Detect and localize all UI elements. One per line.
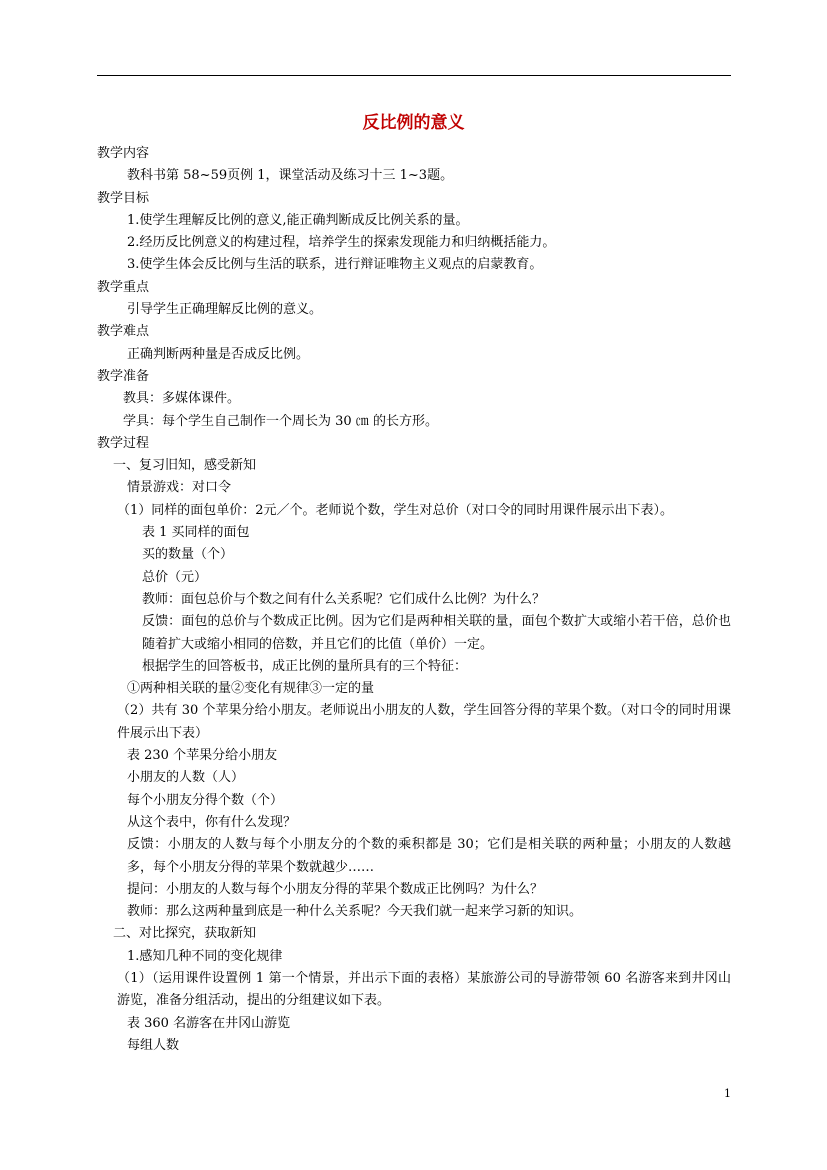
paragraph-line: 小朋友的人数（人） <box>127 770 245 786</box>
paragraph-line: 3.使学生体会反比例与生活的联系，进行辩证唯物主义观点的启蒙教育。 <box>127 257 543 273</box>
paragraph-line: 教学难点 <box>97 324 150 340</box>
paragraph-line: 从这个表中，你有什么发现？ <box>127 814 297 830</box>
paragraph-line: 学具：每个学生自己制作一个周长为 30 ㎝ 的长方形。 <box>123 413 438 429</box>
paragraph-line: ①两种相关联的量②变化有规律③一定的量 <box>127 681 375 697</box>
paragraph-line: 1.感知几种不同的变化规律 <box>127 948 283 964</box>
paragraph-line: 总价（元） <box>142 569 208 585</box>
paragraph-line: 教具：多媒体课件。 <box>123 391 241 407</box>
paragraph-line: 反馈：面包的总价与个数成正比例。因为它们是两种相关联的量，面包个数扩大或缩小若干倍，总价也随着扩大或缩小相同的倍数，并且它们的比值（单价）一定。 <box>142 614 731 652</box>
paragraph-line: 1.使学生理解反比例的意义,能正确判断成反比例关系的量。 <box>127 212 469 228</box>
paragraph-line: 买的数量（个） <box>142 547 234 563</box>
paragraph-line: 每个小朋友分得个数（个） <box>127 792 284 808</box>
document-body <box>97 143 731 1057</box>
paragraph-line: 正确判断两种量是否成反比例。 <box>127 346 310 362</box>
paragraph-line: （1）（运用课件设置例 1 第一个情景，并出示下面的表格）某旅游公司的导游带领 60 名游客来到井冈山游览，准备分组活动，提出的分组建议如下表。 <box>117 970 731 1009</box>
paragraph-line: 教师：面包总价与个数之间有什么关系呢？它们成什么比例？为什么？ <box>142 591 546 607</box>
paragraph-line: 反馈：小朋友的人数与每个小朋友分的个数的乘积都是 30；它们是相关联的两种量；小朋友的人数越多，每个小朋友分得的苹果个数就越少…… <box>127 837 731 875</box>
paragraph-line: 二、对比探究，获取新知 <box>113 926 257 942</box>
paragraph-line: 表 230 个苹果分给小朋友 <box>127 748 278 764</box>
page-title: 反比例的意义 <box>362 113 465 133</box>
header-rule <box>97 75 731 76</box>
paragraph-line: 一、复习旧知，感受新知 <box>113 458 257 474</box>
page-number: 1 <box>724 1087 731 1100</box>
paragraph-line: 教学内容 <box>97 146 150 161</box>
paragraph-line: 根据学生的回答板书，成正比例的量所具有的三个特征： <box>142 658 468 674</box>
paragraph-line: 提问：小朋友的人数与每个小朋友分得的苹果个数成正比例吗？为什么？ <box>127 881 544 897</box>
paragraph-line: 引导学生正确理解反比例的意义。 <box>127 302 323 318</box>
paragraph-line: 教学重点 <box>97 279 150 295</box>
paragraph-line: 表 1 买同样的面包 <box>142 525 250 541</box>
paragraph-line: 2.经历反比例意义的构建过程，培养学生的探索发现能力和归纳概括能力。 <box>127 235 556 251</box>
paragraph-line: 教学准备 <box>97 368 150 384</box>
paragraph-line: 教科书第 58~59页例 1，课堂活动及练习十三 1~3题。 <box>127 168 454 184</box>
paragraph-line: 教师：那么这两种量到底是一种什么关系呢？今天我们就一起来学习新的知识。 <box>127 904 583 920</box>
paragraph-line: 情景游戏：对口令 <box>127 480 232 496</box>
paragraph-line: 每组人数 <box>127 1037 180 1053</box>
paragraph-line: 表 360 名游客在井冈山游览 <box>127 1015 291 1031</box>
paragraph-line: 教学目标 <box>97 190 150 206</box>
paragraph-line: （2）共有 30 个苹果分给小朋友。老师说出小朋友的人数，学生回答分得的苹果个数。（对口令的同时用课件展示出下表） <box>117 703 731 741</box>
paragraph-line: 教学过程 <box>97 435 150 451</box>
paragraph-line: （1）同样的面包单价：2元／个。老师说个数，学生对总价（对口令的同时用课件展示出下表）。 <box>117 502 674 518</box>
